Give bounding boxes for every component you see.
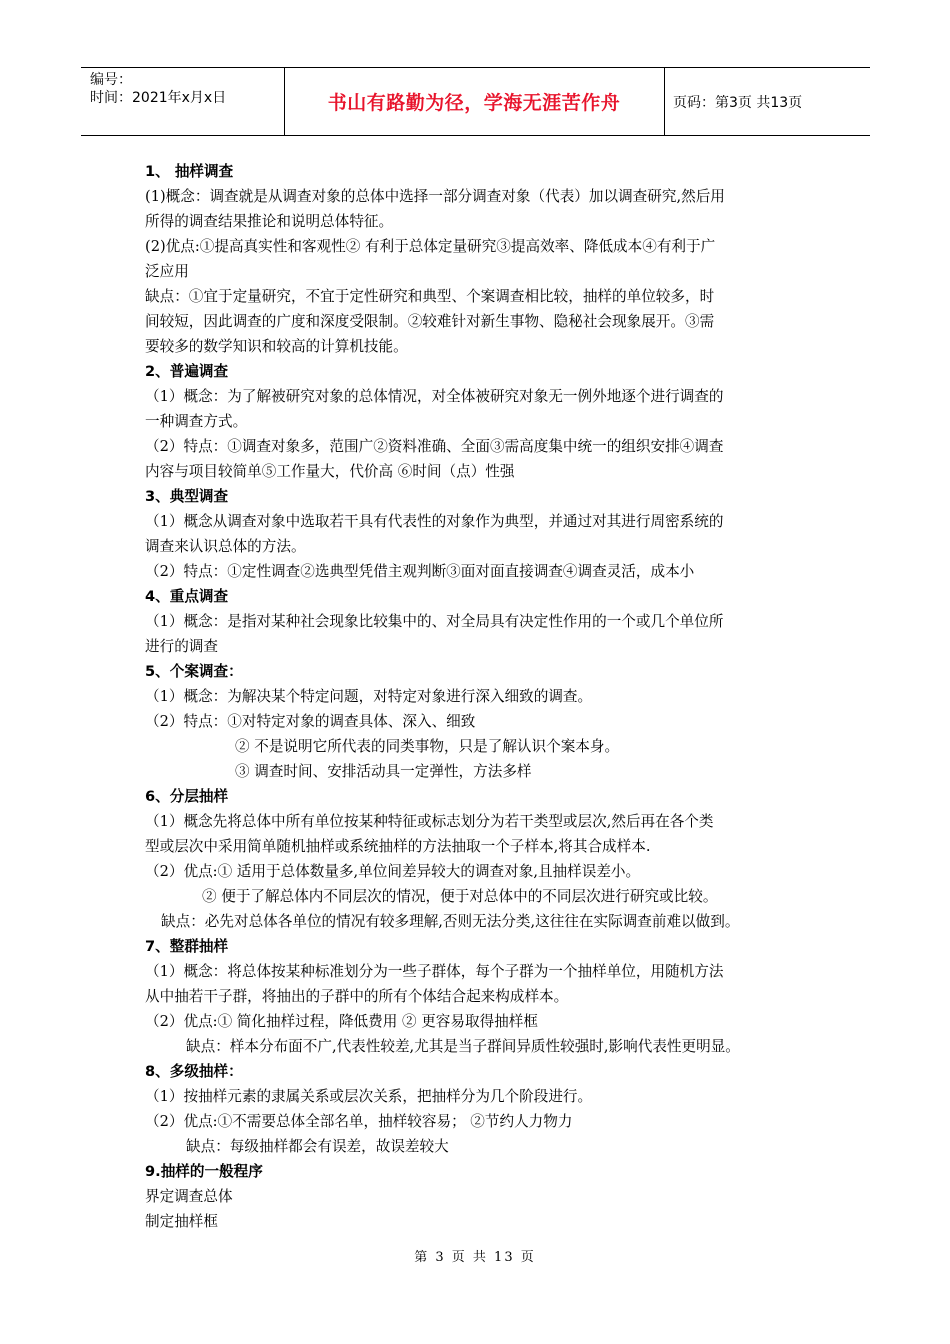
footer-page-number: 第 3 页 共 13 页 [414, 1250, 536, 1265]
paragraph-line: 缺点：样本分布面不广,代表性较差,尤其是当子群间异质性较强时,影响代表性更明显。 [186, 1038, 740, 1055]
paragraph-line: 调查来认识总体的方法。 [145, 538, 306, 555]
paragraph-line: 制定抽样框 [145, 1213, 218, 1230]
section-title: 3、典型调查 [145, 488, 229, 505]
paragraph-line: (2)优点:①提高真实性和客观性② 有利于总体定量研究③提高效率、降低成本④有利于广 [145, 238, 716, 255]
paragraph-line: ③ 调查时间、安排活动具一定弹性，方法多样 [235, 763, 532, 780]
section-title: 5、个案调查： [145, 663, 243, 680]
page-footer [0, 1246, 950, 1265]
paragraph-line: 间较短，因此调查的广度和深度受限制。②较难针对新生事物、隐秘社会现象展开。③需 [145, 313, 715, 330]
paragraph-line: （2）特点：①对特定对象的调查具体、深入、细致 [145, 713, 476, 730]
section-title: 2、普遍调查 [145, 363, 229, 380]
paragraph-line: （2）特点：①调查对象多，范围广②资料准确、全面③需高度集中统一的组织安排④调查 [145, 438, 724, 455]
header-meta [90, 71, 226, 107]
paragraph-line: 要较多的数学知识和较高的计算机技能。 [145, 338, 408, 355]
paragraph-line: 型或层次中采用简单随机抽样或系统抽样的方法抽取一个子样本,将其合成样本. [145, 838, 651, 855]
paragraph-line: 从中抽若干子群，将抽出的子群中的所有个体结合起来构成样本。 [145, 988, 569, 1005]
paragraph-line: （2）优点:①不需要总体全部名单，抽样较容易； ②节约人力物力 [145, 1113, 573, 1130]
time-label: 时间：2021年x月x日 [90, 90, 227, 106]
section-title: 8、多级抽样： [145, 1063, 243, 1080]
paragraph-line: （1）概念先将总体中所有单位按某种特征或标志划分为若干类型或层次,然后再在各个类 [145, 813, 714, 830]
paragraph-line: 缺点：每级抽样都会有误差，故误差较大 [186, 1138, 449, 1155]
paragraph-line: 一种调查方式。 [145, 413, 248, 430]
paragraph-line: （1）概念：为解决某个特定问题，对特定对象进行深入细致的调查。 [145, 688, 593, 705]
page-info: 页码：第3页 共13页 [673, 94, 803, 111]
paragraph-line: （2）优点:① 简化抽样过程，降低费用 ② 更容易取得抽样框 [145, 1013, 538, 1030]
paragraph-line: 缺点：必先对总体各单位的情况有较多理解,否则无法分类,这往往在实际调查前难以做到。 [161, 913, 740, 930]
paragraph-line: （1）概念：将总体按某种标准划分为一些子群体，每个子群为一个抽样单位，用随机方法 [145, 963, 724, 980]
code-label: 编号： [90, 72, 132, 88]
document-body [145, 159, 820, 1234]
section-title: 7、整群抽样 [145, 938, 229, 955]
paragraph-line: （2）优点:① 适用于总体数量多,单位间差异较大的调查对象,且抽样误差小。 [145, 863, 641, 880]
paragraph-line: （1）概念从调查对象中选取若干具有代表性的对象作为典型，并通过对其进行周密系统的 [145, 513, 724, 530]
paragraph-line: （1）概念：为了解被研究对象的总体情况，对全体被研究对象无一例外地逐个进行调查的 [145, 388, 724, 405]
document-header [81, 67, 870, 136]
paragraph-line: 进行的调查 [145, 638, 218, 655]
section-title: 6、分层抽样 [145, 788, 229, 805]
paragraph-line: 界定调查总体 [145, 1188, 233, 1205]
section-title: 9.抽样的一般程序 [145, 1163, 263, 1180]
section-title: 4、重点调查 [145, 588, 229, 605]
paragraph-line: ② 便于了解总体内不同层次的情况，便于对总体中的不同层次进行研究或比较。 [202, 888, 718, 905]
paragraph-line: (1)概念：调查就是从调查对象的总体中选择一部分调查对象（代表）加以调查研究,然后用 [145, 188, 725, 205]
paragraph-line: ② 不是说明它所代表的同类事物，只是了解认识个案本身。 [235, 738, 620, 755]
paragraph-line: 内容与项目较简单⑤工作量大，代价高 ⑥时间（点）性强 [145, 463, 515, 480]
paragraph-line: 所得的调查结果推论和说明总体特征。 [145, 213, 394, 230]
paragraph-line: 泛应用 [145, 263, 189, 280]
paragraph-line: （2）特点：①定性调查②选典型凭借主观判断③面对面直接调查④调查灵活，成本小 [145, 563, 695, 580]
header-motto: 书山有路勤为径，学海无涯苦作舟 [327, 92, 621, 114]
section-title: 1、 抽样调查 [145, 163, 234, 180]
paragraph-line: 缺点：①宜于定量研究，不宜于定性研究和典型、个案调查相比较，抽样的单位较多，时 [145, 288, 715, 305]
paragraph-line: （1）概念：是指对某种社会现象比较集中的、对全局具有决定性作用的一个或几个单位所 [145, 613, 724, 630]
paragraph-line: （1）按抽样元素的隶属关系或层次关系，把抽样分为几个阶段进行。 [145, 1088, 593, 1105]
